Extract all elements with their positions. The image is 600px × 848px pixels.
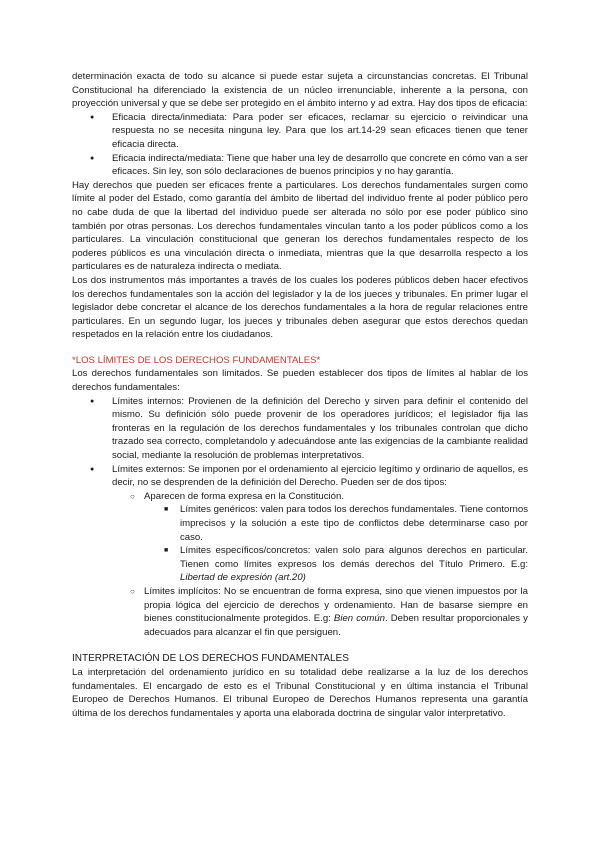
limits-heading: *LOS LÍMITES DE LOS DERECHOS FUNDAMENTALES* <box>72 354 321 366</box>
interpretation-heading: INTERPRETACIÓN DE LOS DERECHOS FUNDAMENTALES <box>72 653 349 665</box>
intro-paragraph: determinación exacta de todo su alcance si puede estar sujeta a circunstancias concretas. El Tribunal Constitucional ha diferenciado la existencia de un núcleo irrenunciable, inherente a la persona, con proyección universal y que se debe ser protegido en el ámbito interno y ad extra. Hay dos tipos de eficacia: <box>72 71 528 110</box>
especificos-example: Libertad de expresión (art.20) <box>180 572 306 584</box>
interpretation-paragraph: La interpretación del ordenamiento jurídico en su totalidad debe realizarse a la luz de los derechos fundamentales. El encargado de esto es el Tribunal Constitucional y en última instancia el Tribunal Europeo de Derechos Humanos. El tribunal Europeo de Derechos Humanos representa una garantía última de los derechos fundamentales y aporta una elaborada doctrina de singular valor interpretativo. <box>72 666 528 719</box>
limits-paragraph: Los derechos fundamentales son limitados. Se pueden establecer dos tipos de límites al hablar de los derechos fundamentales: <box>72 368 528 394</box>
list-item: ● Límites externos: Se imponen por el ordenamiento al ejercicio legítimo y ordinario de aquellos, es decir, no se desprenden de la definición del Derecho. Pueden ser de dos tipos: <box>72 463 528 490</box>
list-item: ● Límites internos: Provienen de la definición del Derecho y sirven para definir el contenido del mismo. Su definición sólo puede provenir de los operadores jurídicos; el legislador fija las fronteras en la regulación de los derechos fundamentales y los tribunales controlan que dicho trazado sea correcto, completandolo y adecuándose ante las exigencias de la cambiante realidad social, mediante la resolución de problemas interpretativos. <box>72 395 528 463</box>
particulares-paragraph: Hay derechos que pueden ser eficaces frente a particulares. Los derechos fundamentales surgen como límite al poder del Estado, como garantía del ámbito de libertad del individuo frente al poder público pero no cabe duda de que la libertad del individuo puede ser alterada no sólo por ese poder público sino también por otras personas. Los derechos fundamentales vinculan tanto a los poder públicos como a los particulares. La vinculación constitucional que generan los derechos fundamentales respecto de los poderes públicos es una vinculación directa o inmediata, mientras que la que desarrolla respecto a los particulares es de naturaleza indirecta o mediata. <box>72 179 528 273</box>
document-page <box>72 70 528 720</box>
list-item: ● Eficacia directa/inmediata: Para poder ser eficaces, reclamar su ejercicio o reivindicar una respuesta no se necesita ninguna ley. Para que los art.14-29 sean eficaces tienen que tener eficacia directa. <box>72 111 528 152</box>
implicitos-tail: . Deben resultar proporcionales y adecuados para alcanzar el fin que persiguen. <box>144 613 528 638</box>
list-item: ■ Límites genéricos: valen para todos los derechos fundamentales. Tiene contornos imprecisos y la solución a este tipo de conflictos debe determinarse caso por caso. <box>72 503 528 544</box>
list-item <box>72 544 528 585</box>
list-item <box>72 585 528 639</box>
list-item: ● Eficacia indirecta/mediata: Tiene que haber una ley de desarrollo que concrete en cómo van a ser eficaces. Sin ley, son sólo declaraciones de buenos principios y no hay garantía. <box>72 152 528 179</box>
implicitos-example: Bien común <box>333 613 385 625</box>
implicitos-text: Límites implícitos: No se encuentran de forma expresa, sino que vienen impuestos por la propia lógica del ejercicio de derechos y ordenamiento. Han de basarse siempre en bienes constitucionalmente protegidos. E.g: <box>144 585 528 625</box>
especificos-text: Límites específicos/concretos: valen solo para algunos derechos en particular. Tienen como límites expresos los demás derechos del Título Primero. E.g: <box>180 545 528 570</box>
list-item: ○ Aparecen de forma expresa en la Constitución. <box>72 490 528 504</box>
instrumentos-paragraph: Los dos instrumentos más importantes a través de los cuales los poderes públicos deben hacer efectivos los derechos fundamentales son la acción del legislador y la de los jueces y tribunales. En primer lugar el legislador debe concretar el alcance de los derechos fundamentales a la hora de regular relaciones entre particulares. En un segundo lugar, los jueces y tribunales deben asegurar que estos derechos quedan respetados en la relación entre los ciudadanos. <box>72 274 528 341</box>
limits-list <box>72 395 528 640</box>
efficacy-list <box>72 111 528 179</box>
